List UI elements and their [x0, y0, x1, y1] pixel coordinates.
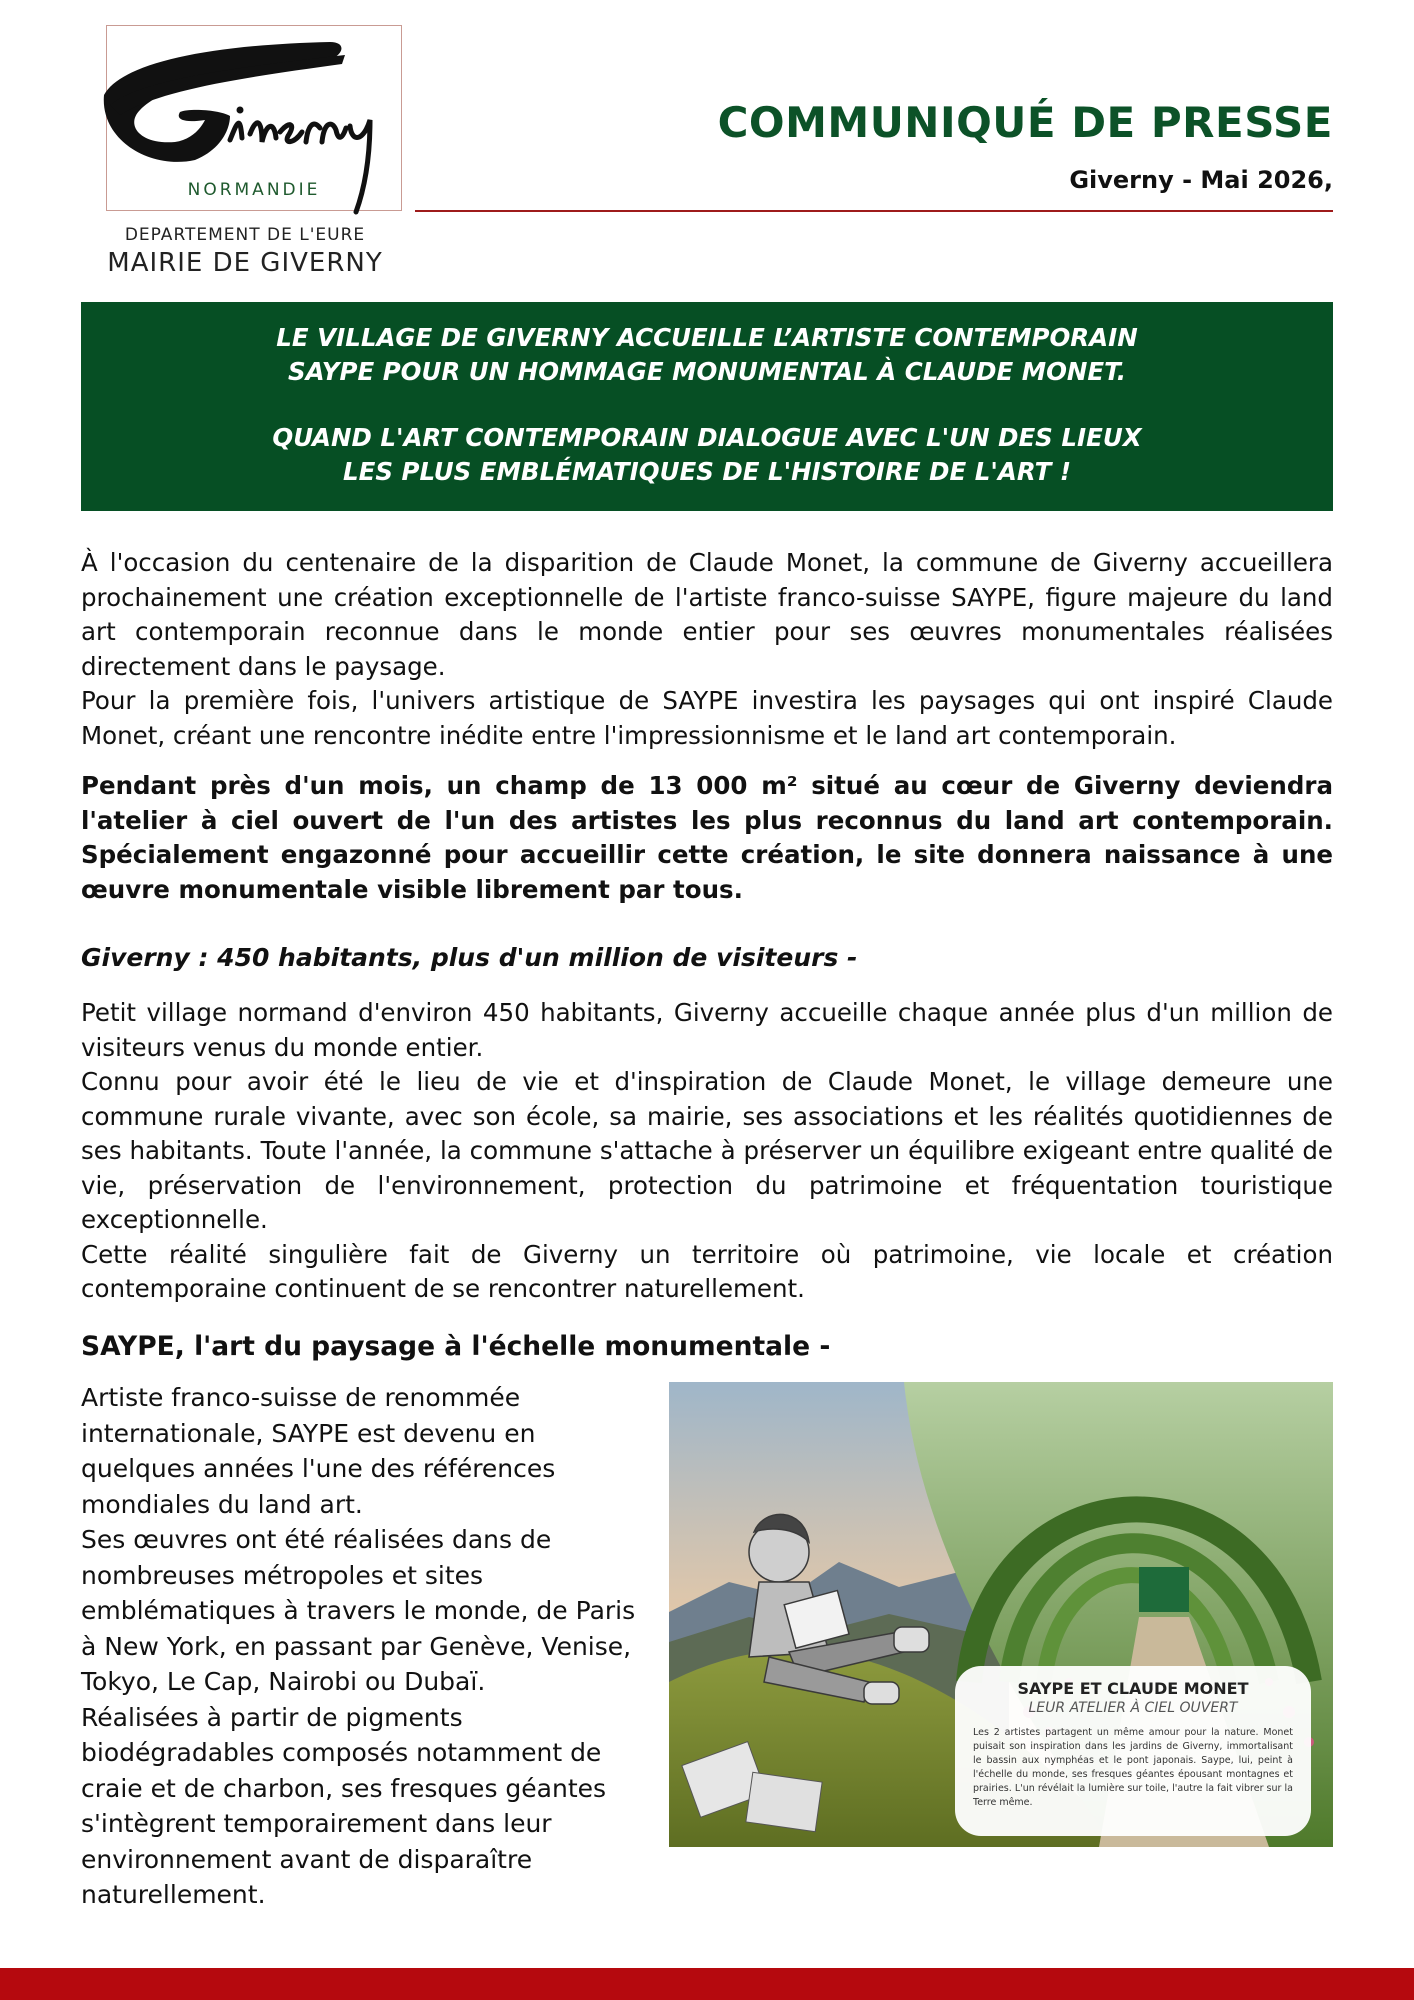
header-divider	[415, 210, 1333, 212]
logo-department: DEPARTEMENT DE L'EURE	[124, 225, 366, 245]
logo-region: NORMANDIE	[187, 180, 321, 200]
press-release-date: Giverny - Mai 2026,	[1069, 166, 1333, 194]
banner-line-1: LE VILLAGE DE GIVERNY ACCUEILLE L’ARTISTE CONTEMPORAIN	[276, 323, 1138, 352]
banner-line-4: LES PLUS EMBLÉMATIQUES DE L'HISTOIRE DE L'ART !	[342, 457, 1072, 486]
banner-line-3: QUAND L'ART CONTEMPORAIN DIALOGUE AVEC L'UN DES LIEUX	[272, 423, 1142, 452]
image-caption-card	[955, 1666, 1311, 1836]
press-release-title: COMMUNIQUÉ DE PRESSE	[717, 98, 1333, 147]
highlight-text: Pendant près d'un mois, un champ de 13 000 m² situé au cœur de Giverny deviendra l'atelier à ciel ouvert de l'un des artistes les plus reconnus du land art contemporain. Spécialement engazonné pour accueillir cette création, le site donnera naissance à une œuvre monumentale visible librement par tous.	[81, 771, 1333, 904]
intro-paragraph-2: Pour la première fois, l'univers artistique de SAYPE investira les paysages qui ont inspiré Claude Monet, créant une rencontre inédite entre l'impressionnisme et le land art contemporain.	[81, 686, 1333, 750]
highlight-paragraph	[81, 769, 1333, 907]
village-section	[81, 996, 1333, 1307]
saype-paragraph-2: Ses œuvres ont été réalisées dans de nombreuses métropoles et sites emblématiques à travers le monde, de Paris à New York, en passant par Genève, Venise, Tokyo, Le Cap, Nairobi ou Dubaï.	[81, 1525, 636, 1696]
caption-title: SAYPE ET CLAUDE MONET	[1017, 1679, 1249, 1698]
giverny-logo	[80, 20, 410, 280]
headline-banner	[81, 302, 1333, 511]
caption-subtitle: LEUR ATELIER À CIEL OUVERT	[1028, 1700, 1238, 1716]
saype-heading: SAYPE, l'art du paysage à l'échelle monumentale -	[81, 1331, 831, 1362]
village-paragraph-2: Connu pour avoir été le lieu de vie et d'inspiration de Claude Monet, le village demeure une commune rurale vivante, avec son école, sa mairie, ses associations et les réalités quotidiennes de ses habitants. Toute l'année, la commune s'attache à préserver un équilibre exigeant entre qualité de vie, préservation de l'environnement, protection du patrimoine et fréquentation touristique exceptionnelle.	[81, 1067, 1333, 1234]
caption-text: Les 2 artistes partagent un même amour pour la nature. Monet puisait son inspiration dans les jardins de Giverny, immortalisant le bassin aux nymphéas et le pont japonais. Saype, lui, peint à l'échelle du monde, ses fresques géantes épousant montagnes et prairies. L'un révélait la lumière sur toile, l'autre la fait vibrer sur la Terre même.	[973, 1727, 1293, 1808]
saype-section	[81, 1380, 641, 1913]
saype-paragraph-3: Réalisées à partir de pigments biodégradables composés notamment de craie et de charbon, ses fresques géantes s'intègrent temporairement dans leur environnement avant de disparaître naturellement.	[81, 1702, 607, 1909]
village-paragraph-1: Petit village normand d'environ 450 habitants, Giverny accueille chaque année plus d'un million de visiteurs venus du monde entier.	[81, 998, 1333, 1062]
logo-mairie: MAIRIE DE GIVERNY	[107, 248, 383, 278]
banner-line-2: SAYPE POUR UN HOMMAGE MONUMENTAL À CLAUDE MONET.	[287, 357, 1127, 386]
intro-section	[81, 546, 1333, 753]
saype-paragraph-1: Artiste franco-suisse de renommée internationale, SAYPE est devenu en quelques années l'une des références mondiales du land art.	[81, 1383, 556, 1519]
intro-paragraph-1: À l'occasion du centenaire de la disparition de Claude Monet, la commune de Giverny accueillera prochainement une création exceptionnelle de l'artiste franco-suisse SAYPE, figure majeure du land art contemporain reconnue dans le monde entier pour ses œuvres monumentales réalisées directement dans le paysage.	[81, 548, 1333, 681]
saype-monet-illustration	[669, 1382, 1333, 1847]
footer-bar	[0, 1968, 1414, 2000]
village-paragraph-3: Cette réalité singulière fait de Giverny un territoire où patrimoine, vie locale et création contemporaine continuent de se rencontrer naturellement.	[81, 1239, 1333, 1303]
village-heading: Giverny : 450 habitants, plus d'un million de visiteurs -	[81, 943, 858, 972]
